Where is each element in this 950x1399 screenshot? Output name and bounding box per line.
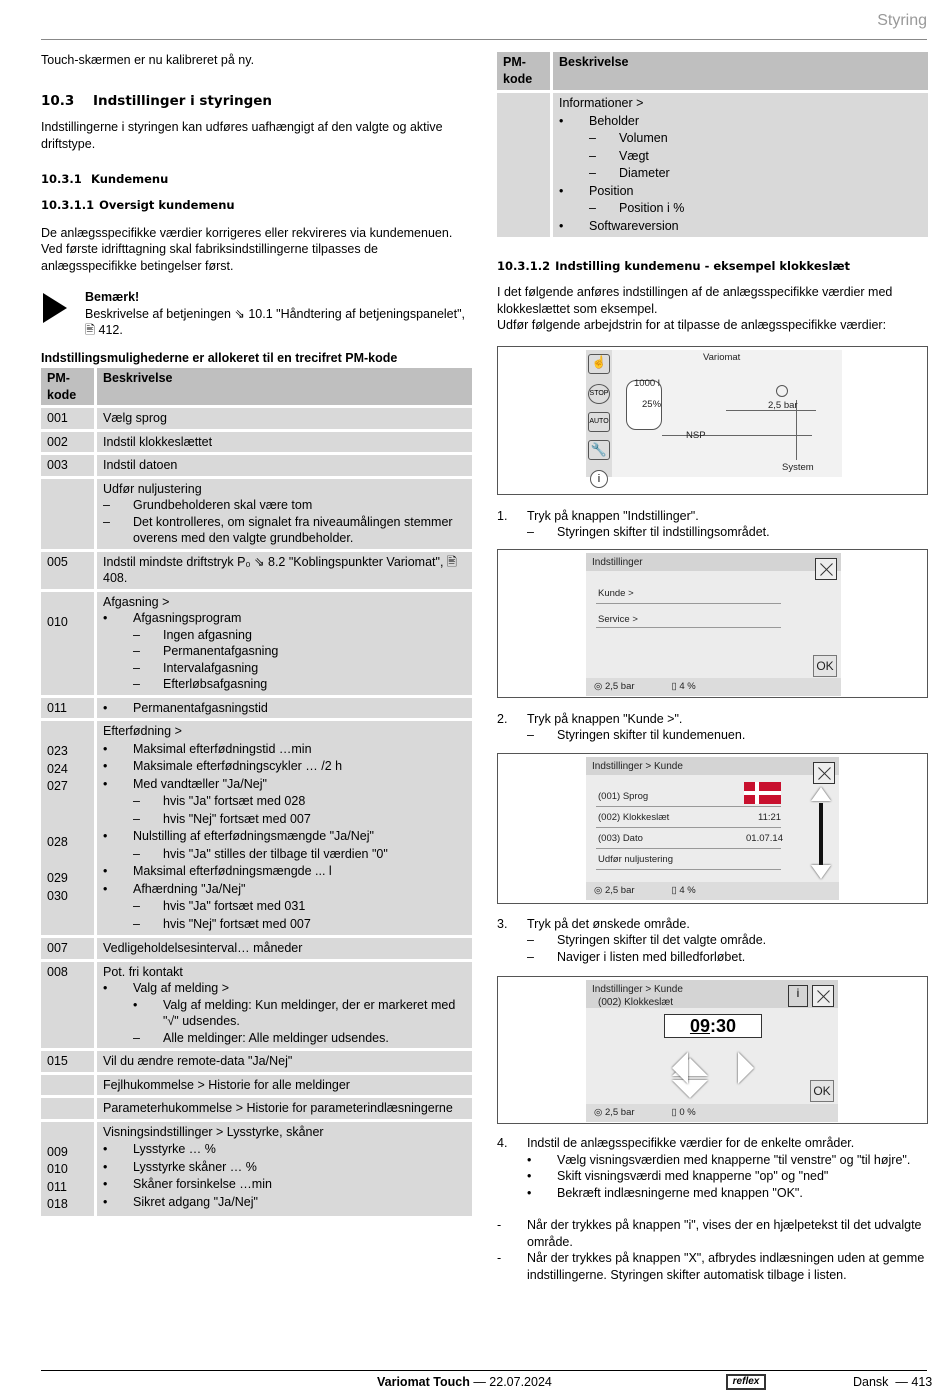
table-header-row: PM-kode Beskrivelse <box>497 52 928 90</box>
close-icon[interactable] <box>813 762 835 784</box>
figure-main-screen <box>497 346 928 495</box>
table-row: 002 Indstil klokkeslættet <box>41 432 472 453</box>
auto-button[interactable]: AUTO <box>588 412 610 432</box>
step-2: 2. Tryk på knappen "Kunde >". – Styringen skifter til kundemenuen. <box>497 711 746 743</box>
footer-rule <box>41 1370 927 1371</box>
left-arrow-icon[interactable] <box>672 1052 688 1084</box>
customer-menu-screen <box>586 757 839 900</box>
running-header: Styring <box>877 12 927 29</box>
time-value: 11:21 <box>758 811 782 823</box>
overview-paragraph: De anlægsspecifikke værdier korrigeres eller rekvireres via kundemenuen. Ved første idrifttagning skal fabriksindstillingerne tilpasses de anlægsspecifikke betingelser først. <box>41 225 453 273</box>
time-edit-screen <box>586 980 838 1122</box>
step-3: 3. Tryk på det ønskede område. – Styringen skifter til det valgte område. – Naviger i listen med billedforløbet. <box>497 916 767 964</box>
stop-button[interactable]: STOP <box>588 384 610 404</box>
time-display: 09:30 <box>664 1014 762 1038</box>
note-arrow-icon <box>43 293 67 323</box>
step-4: 4. Indstil de anlægsspecifikke værdier for de enkelte områder. • Vælg visningsværdien med knapperne "til venstre" og "til højre". • Skift visningsværdi med knapperne "op" og "ned" • Bekræft indlæsningerne med knappen "OK". <box>497 1136 911 1200</box>
paragraph-example: I det følgende anføres indstillingen af de anlægsspecifikke værdier med klokkeslættet som eksempel. <box>497 285 893 316</box>
ok-button[interactable]: OK <box>810 1080 834 1102</box>
menu-item-zero-adjust[interactable]: Udfør nuljustering <box>598 853 673 865</box>
note-title: Bemærk! <box>85 290 140 305</box>
table-row: 007 Vedligeholdelsesinterval… måneder <box>41 938 472 959</box>
reflex-logo: reflex <box>726 1374 766 1390</box>
gauge-icon <box>776 385 788 397</box>
pm-code-table <box>41 365 472 1219</box>
note-box <box>41 289 472 339</box>
table-row: 008 Pot. fri kontakt • Valg af melding > • Valg af melding: Kun meldinger, der er markeret med "√" udsendes. – Alle meldinger: Alle meldinger udsendes. <box>41 962 472 1049</box>
figure-time-edit <box>497 976 928 1124</box>
screen-title: Indstillinger <box>586 553 841 571</box>
heading-10-3-1-2: 10.3.1.2 Indstilling kundemenu - eksempel klokkeslæt <box>497 259 851 273</box>
menu-item-date[interactable]: (003) Dato <box>598 832 643 844</box>
footer-doc-title: Variomat Touch — 22.07.2024 <box>377 1375 552 1389</box>
table-row: 011 • Permanentafgasningstid <box>41 698 472 719</box>
divider <box>596 627 781 628</box>
info-icon[interactable]: i <box>788 985 808 1007</box>
ok-button[interactable]: OK <box>813 655 837 677</box>
divider <box>596 869 781 870</box>
close-icon[interactable] <box>815 558 837 580</box>
table-row: 023 024 027 028 029 030 Efterfødning > • Maksimal efterfødningstid …min • Maksimale efterfødningscykler … /2 h • Med vandtæller "Ja/Nej" – hvis "Ja" fortsæt med 028 – hvis "Nej" fortsæt med 007 • Nulstilling af efterfødningsmængde "Ja/Nej" – hvis "Ja" stilles der tilbage til værdien "0" • Maksimal efterfødningsmængde ... l • Afhærdning "Ja/Nej" – hvis "Ja" fortsæt med 031 – hvis "Nej" fortsæt med 007 <box>41 721 472 935</box>
table-row: 010 Afgasning > • Afgasningsprogram – Ingen afgasning – Permanentafgasning – Intervalafgasning – Efterløbsafgasning <box>41 592 472 695</box>
table-row: Informationer > • Beholder – Volumen – Vægt – Diameter • Position – Position i % • Softwareversion <box>497 93 928 237</box>
table-caption: Indstillingsmulighederne er allokeret til en trecifret PM-kode <box>41 350 398 365</box>
status-bar: ◎ 2,5 bar ▯ 0 % <box>586 1104 838 1122</box>
main-screen <box>586 350 842 485</box>
menu-item-kunde[interactable]: Kunde > <box>598 587 634 599</box>
header-code: PM-kode <box>41 368 97 405</box>
footer-page: Dansk — 413 <box>853 1375 933 1389</box>
header-rule <box>41 39 927 40</box>
scroll-down-icon[interactable] <box>811 865 831 879</box>
screen-title: Variomat <box>703 351 741 363</box>
wrench-icon[interactable]: 🔧 <box>588 440 610 460</box>
figure-customer-menu <box>497 753 928 904</box>
table-row: 009 010 011 018 Visningsindstillinger > Lysstyrke, skåner • Lysstyrke … % • Lysstyrke skåner … % • Skåner forsinkelse …min • Sikret adgang "Ja/Nej" <box>41 1122 472 1216</box>
close-icon[interactable] <box>812 985 834 1007</box>
figure-settings-screen <box>497 549 928 698</box>
table-header-row <box>41 368 472 405</box>
table-row: 001 Vælg sprog <box>41 408 472 429</box>
note-text: Beskrivelse af betjeningen ⇘ 10.1 "Håndtering af betjeningspanelet", 🖹 412. <box>85 306 466 338</box>
menu-item-language[interactable]: (001) Sprog <box>598 790 649 802</box>
settings-screen <box>586 553 841 696</box>
table-row: Udfør nuljustering – Grundbeholderen skal være tom – Det kontrolleres, om signalet fra niveaumålingen stemmer overens med den valgte grundbeholder. <box>41 479 472 549</box>
flag-icon-denmark <box>744 782 781 804</box>
system-label: System <box>782 461 814 473</box>
pressure-value: 2,5 bar <box>768 399 798 411</box>
right-arrow-icon[interactable] <box>738 1052 754 1084</box>
table-row: 005 Indstil mindste driftstryk P₀ ⇘ 8.2 "Koblingspunkter Variomat", 🖹 408. <box>41 552 472 589</box>
vessel-level: 25% <box>642 398 662 410</box>
left-column <box>41 52 472 1219</box>
heading-10-3: 10.3 Indstillinger i styringen <box>41 92 273 109</box>
divider <box>596 827 781 828</box>
heading-10-3-1: 10.3.1 Kundemenu <box>41 172 169 187</box>
divider <box>596 848 781 849</box>
menu-item-service[interactable]: Service > <box>598 613 638 625</box>
paragraph-steps-intro: Udfør følgende arbejdstrin for at tilpasse de anlægsspecifikke værdier: <box>497 318 887 333</box>
header-description: Beskrivelse <box>97 368 472 405</box>
right-column <box>497 52 928 1283</box>
table-row: Fejlhukommelse > Historie for alle meldinger <box>41 1075 472 1096</box>
screen-title-bar: Indstillinger > Kunde (002) Klokkeslæt <box>586 980 838 1008</box>
scrollbar[interactable] <box>819 803 823 865</box>
heading-10-3-1-1: 10.3.1.1 Oversigt kundemenu <box>41 198 235 213</box>
screen-title: Indstillinger > Kunde <box>586 757 839 775</box>
vessel-volume: 1000 l <box>634 377 660 389</box>
status-bar: ◎ 2,5 bar ▯ 4 % <box>586 882 839 900</box>
table-row: Parameterhukommelse > Historie for parameterindlæsningerne <box>41 1098 472 1119</box>
menu-item-time[interactable]: (002) Klokkeslæt <box>598 811 670 823</box>
divider <box>596 806 781 807</box>
step-1: 1. Tryk på knappen "Indstillinger". – Styringen skifter til indstillingsområdet. <box>497 508 770 540</box>
paragraph-10-3: Indstillingerne i styringen kan udføres uafhængigt af den valgte og aktive driftstype. <box>41 120 443 151</box>
scroll-up-icon[interactable] <box>811 787 831 801</box>
table-row: 003 Indstil datoen <box>41 455 472 476</box>
hand-icon[interactable]: ☝ <box>588 354 610 374</box>
divider <box>596 603 781 604</box>
table-row: 015 Vil du ændre remote-data "Ja/Nej" <box>41 1051 472 1072</box>
intro-text: Touch-skærmen er nu kalibreret på ny. <box>41 53 255 67</box>
notes-list: - Når der trykkes på knappen "i", vises der en hjælpetekst til det udvalgte område. - Når der trykkes på knappen "X", afbrydes indlæsningen uden at gemme indstillingerne. Styringen skifter automatisk tilbage i listen. <box>497 1218 925 1282</box>
date-value: 01.07.14 <box>746 832 783 844</box>
pm-code-table-continued <box>497 49 928 240</box>
status-bar: ◎ 2,5 bar ▯ 4 % <box>586 678 841 696</box>
pipe-line <box>662 435 812 436</box>
info-icon[interactable]: i <box>590 470 608 488</box>
nsp-label: NSP <box>686 429 706 441</box>
